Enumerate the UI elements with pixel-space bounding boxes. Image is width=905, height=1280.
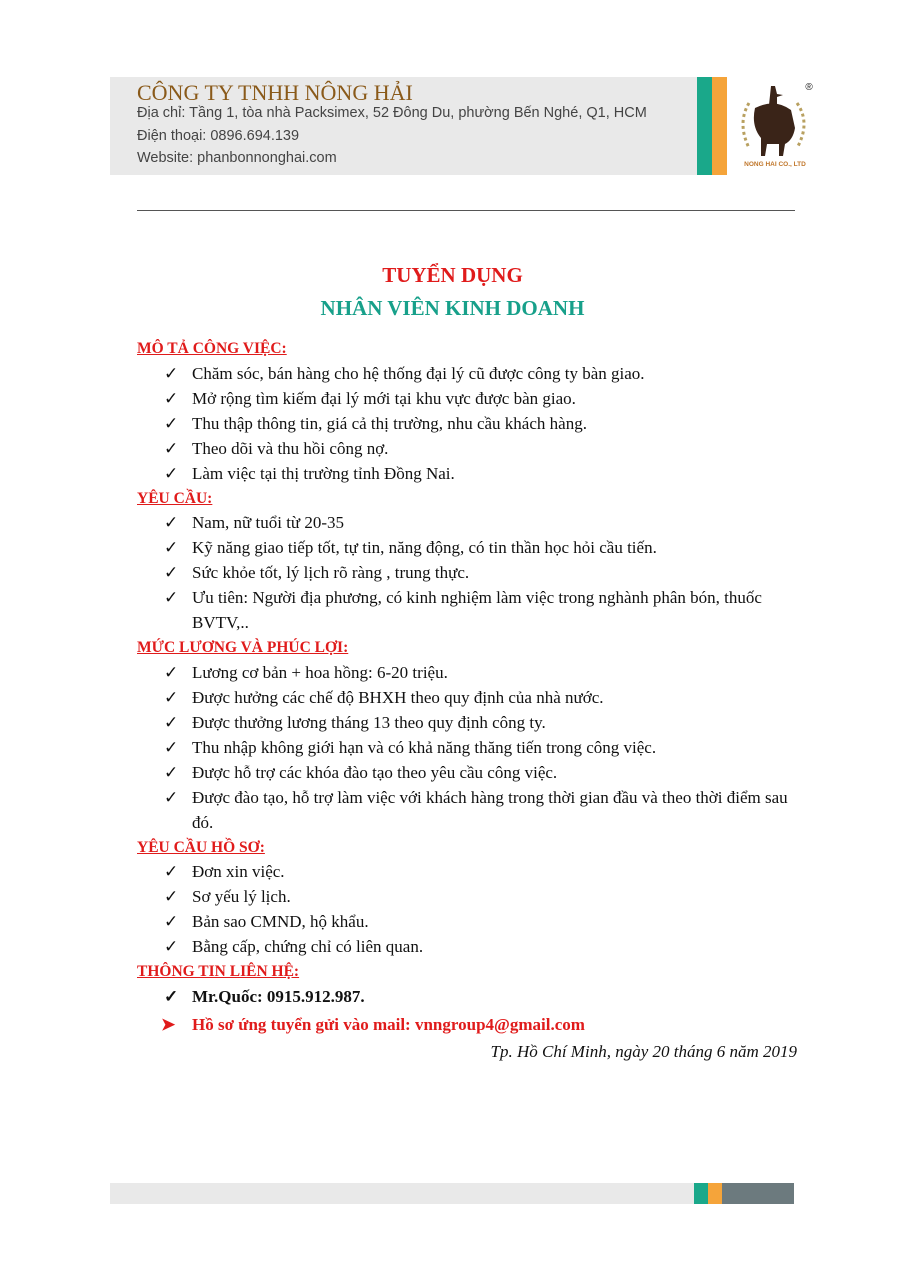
- list-item: ✓ Bằng cấp, chứng chỉ có liên quan.: [137, 934, 797, 959]
- check-icon: ✓: [164, 463, 179, 483]
- svg-text:®: ®: [805, 82, 813, 93]
- company-logo: [735, 78, 815, 176]
- check-icon: ✓: [164, 687, 179, 707]
- list-item: ✓ Được đào tạo, hỗ trợ làm việc với khách hàng trong thời gian đầu và theo thời điểm sau đó.: [137, 785, 797, 835]
- list-item: ✓ Mở rộng tìm kiếm đại lý mới tại khu vực được bàn giao.: [137, 386, 797, 411]
- section-heading: YÊU CẦU HỒ SƠ:: [137, 838, 265, 856]
- company-name: CÔNG TY TNHH NÔNG HẢI: [137, 80, 413, 105]
- check-icon: ✓: [164, 912, 179, 931]
- orange-stripe: [712, 77, 727, 175]
- footer-gray-block: [722, 1183, 794, 1204]
- footer-orange-stripe: [708, 1183, 722, 1204]
- list-item: ✓ Nam, nữ tuổi từ 20-35: [137, 510, 797, 535]
- check-icon: ✓: [164, 513, 179, 532]
- list-item: ✓ Sơ yếu lý lịch.: [137, 884, 797, 909]
- buffalo-rider-icon: [735, 78, 815, 176]
- section-heading: MÔ TẢ CÔNG VIỆC:: [137, 340, 287, 357]
- list-item: ✓ Bản sao CMND, hộ khẩu.: [137, 909, 797, 934]
- list-item: ✓ Làm việc tại thị trường tỉnh Đồng Nai.: [137, 461, 797, 486]
- page-title: TUYỂN DỤNG: [382, 263, 523, 287]
- check-icon: ✓: [164, 538, 179, 557]
- check-icon: ✓: [164, 762, 179, 782]
- check-icon: ✓: [164, 712, 179, 732]
- check-icon: ✓: [164, 887, 179, 906]
- document-body: [137, 336, 797, 1063]
- footer-band: [110, 1183, 694, 1204]
- list-item: ✓ Lương cơ bản + hoa hồng: 6-20 triệu.: [137, 660, 797, 685]
- list-item: ✓ Được thưởng lương tháng 13 theo quy định công ty.: [137, 710, 797, 735]
- contact-item: ✓ Mr.Quốc: 0915.912.987.: [137, 984, 797, 1009]
- green-stripe: [697, 77, 712, 175]
- date-line: Tp. Hồ Chí Minh, ngày 20 tháng 6 năm 2019: [490, 1041, 797, 1061]
- list-item: ✓ Kỹ năng giao tiếp tốt, tự tin, năng động, có tin thần học hỏi cầu tiến.: [137, 535, 797, 560]
- company-website: Website: phanbonnonghai.com: [137, 150, 337, 166]
- list-item: ✓ Đơn xin việc.: [137, 859, 797, 884]
- mail-line: ➤ Hồ sơ ứng tuyển gửi vào mail: vnngroup4@gmail.com: [137, 1009, 797, 1041]
- list-item: ✓ Chăm sóc, bán hàng cho hệ thống đại lý cũ được công ty bàn giao.: [137, 361, 797, 386]
- check-icon: ✓: [164, 737, 179, 757]
- check-icon: ✓: [164, 563, 179, 582]
- section-heading: YÊU CẦU:: [137, 489, 213, 507]
- list-item: ✓ Ưu tiên: Người địa phương, có kinh nghiệm làm việc trong nghành phân bón, thuốc BVTV,..: [137, 585, 797, 635]
- check-icon: ✓: [164, 588, 179, 607]
- section-heading: MỨC LƯƠNG VÀ PHÚC LỢI:: [137, 639, 349, 656]
- page-subtitle: NHÂN VIÊN KINH DOANH: [320, 296, 585, 320]
- check-icon: ✓: [164, 363, 179, 383]
- check-icon: ✓: [164, 438, 179, 458]
- list-item: ✓ Thu thập thông tin, giá cả thị trường, nhu cầu khách hàng.: [137, 411, 797, 436]
- divider: [137, 210, 795, 211]
- check-icon: ✓: [164, 787, 179, 807]
- list-item: ✓ Thu nhập không giới hạn và có khả năng thăng tiến trong công việc.: [137, 735, 797, 760]
- list-item: ✓ Sức khỏe tốt, lý lịch rõ ràng , trung thực.: [137, 560, 797, 585]
- svg-text:NONG HAI CO., LTD: NONG HAI CO., LTD: [744, 161, 806, 168]
- check-icon: ✓: [164, 937, 179, 956]
- check-icon: ✓: [164, 388, 179, 408]
- check-icon: ✓: [164, 662, 179, 682]
- company-phone: Điện thoại: 0896.694.139: [137, 128, 300, 144]
- section-heading: THÔNG TIN LIÊN HỆ:: [137, 963, 300, 980]
- check-icon: ✓: [164, 862, 179, 881]
- footer-green-stripe: [694, 1183, 708, 1204]
- list-item: ✓ Theo dõi và thu hồi công nợ.: [137, 436, 797, 461]
- list-item: ✓ Được hỗ trợ các khóa đào tạo theo yêu cầu công việc.: [137, 760, 797, 785]
- list-item: ✓ Được hưởng các chế độ BHXH theo quy định của nhà nước.: [137, 685, 797, 710]
- arrow-icon: ➤: [161, 1014, 176, 1034]
- check-icon: ✓: [164, 413, 179, 433]
- company-address: Địa chỉ: Tầng 1, tòa nhà Packsimex, 52 Đông Du, phường Bến Nghé, Q1, HCM: [137, 105, 647, 121]
- check-icon: ✓: [164, 986, 179, 1006]
